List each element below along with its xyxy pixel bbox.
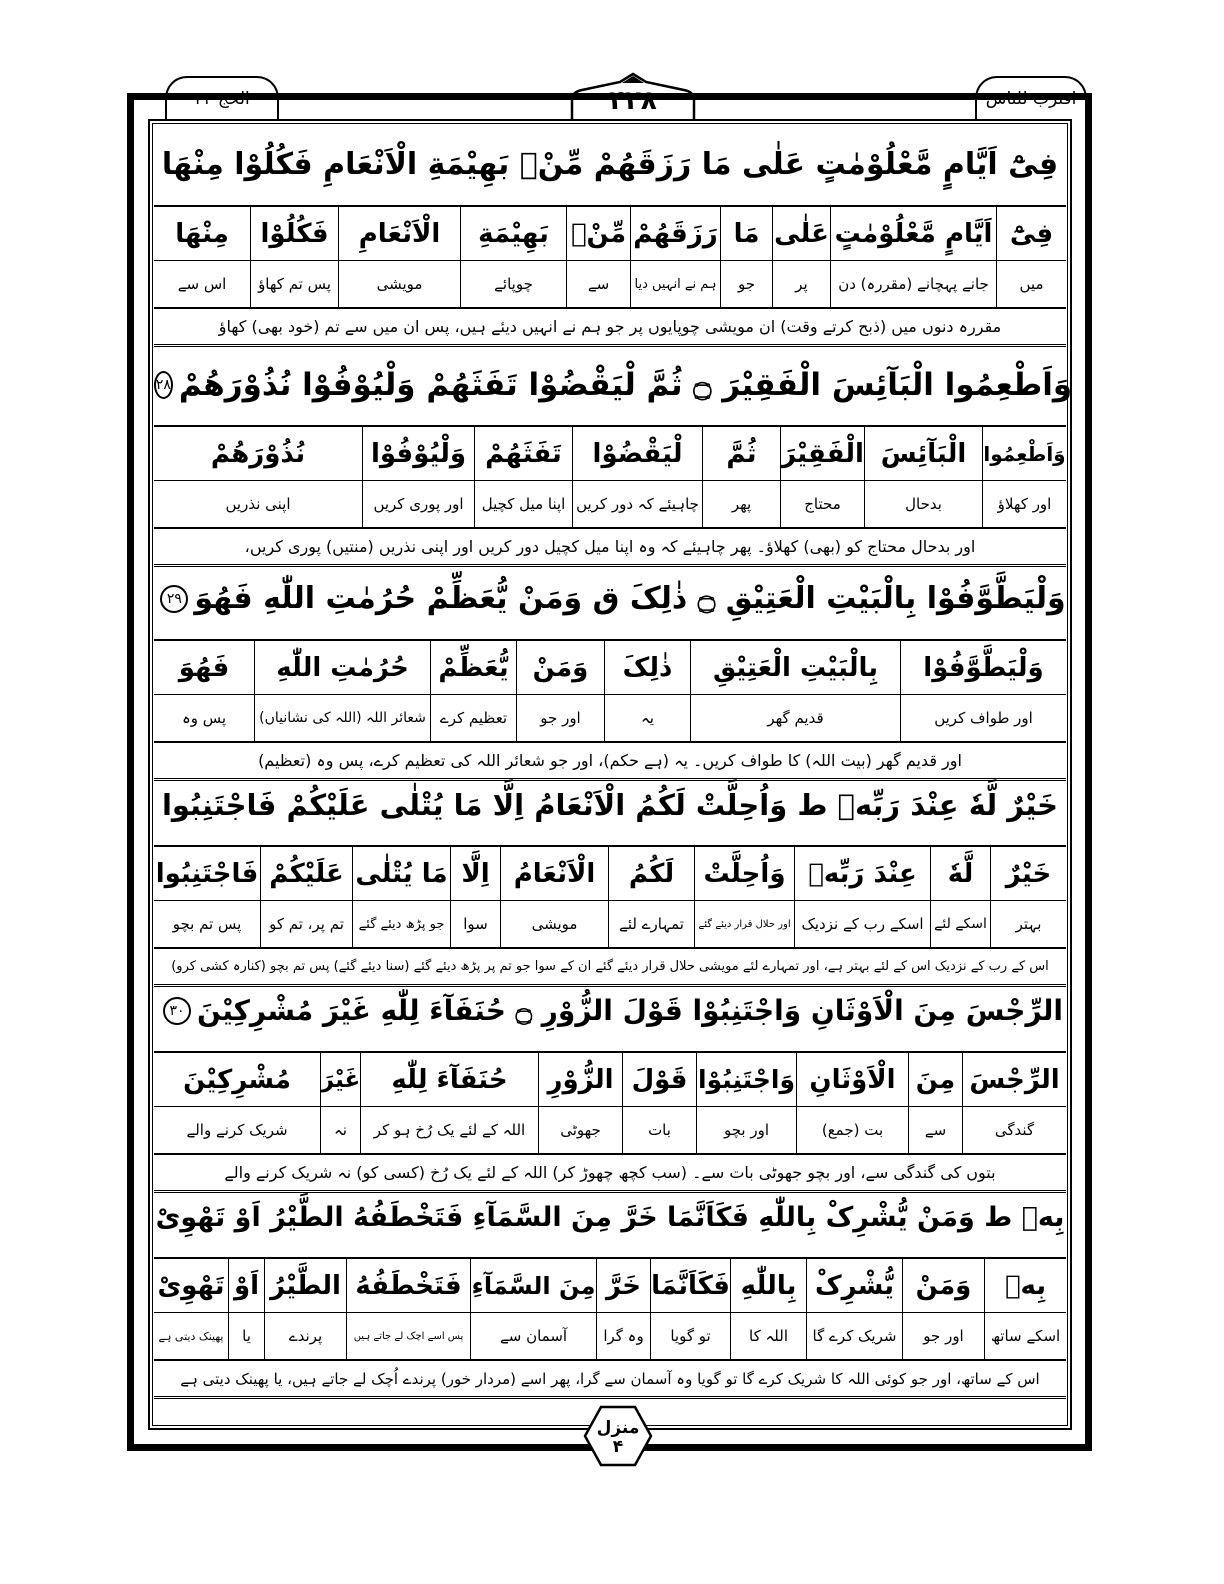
urdu-meaning: تم پر، تم کو — [269, 915, 344, 933]
urdu-meaning: سوا — [463, 915, 488, 933]
urdu-meaning: تو گویا — [670, 1327, 711, 1345]
word-column — [806, 1259, 902, 1359]
word-column — [596, 1259, 650, 1359]
urdu-meaning: شریک کرے گا — [812, 1327, 897, 1345]
ayah-text: فِیْٓ اَیَّامٍ مَّعْلُوْمٰتٍ عَلٰی مَا رَزَقَهُمْ مِّنْۢ بَهِیْمَةِ الْاَنْعَامِ فَکُلُوْا مِنْهَا — [161, 147, 1059, 182]
ayah-line — [154, 1177, 1066, 1259]
urdu-meaning: مویشی — [531, 915, 578, 933]
urdu-meaning: نہ — [334, 1121, 347, 1139]
urdu-meaning: بت (جمع) — [821, 1121, 884, 1139]
urdu-meaning: اور جو — [540, 709, 581, 727]
arabic-word: ثُمَّ — [703, 427, 780, 481]
word-column — [720, 207, 772, 307]
word-column — [154, 847, 260, 947]
arabic-word: بَهِیْمَةِ — [461, 207, 566, 261]
urdu-meaning: پرندے — [288, 1327, 323, 1345]
ayah-number-marker: ۲۹ — [160, 585, 188, 613]
urdu-meaning: اللہ کا — [749, 1327, 788, 1345]
arabic-word: لَکُمُ — [609, 847, 694, 901]
word-column — [830, 207, 996, 307]
arabic-word: فَتَخْطَفُهُ — [347, 1259, 470, 1313]
word-column — [702, 427, 780, 527]
arabic-word: وَاُحِلَّتْ — [695, 847, 794, 901]
urdu-meaning: یہ — [641, 709, 654, 727]
arabic-word: مَا — [721, 207, 772, 261]
arabic-word: مِنَ السَّمَآءِ — [471, 1259, 596, 1313]
word-column — [650, 1259, 730, 1359]
word-meaning-grid — [154, 207, 1066, 307]
word-column — [794, 847, 930, 947]
arabic-word: خَیْرٌ — [991, 847, 1066, 901]
arabic-word: وَمَنْ — [903, 1259, 984, 1313]
word-meaning-grid — [154, 847, 1066, 947]
manzil-badge — [583, 1405, 653, 1467]
urdu-meaning: اللہ کے لئے یک رُخ ہو کر — [373, 1121, 526, 1139]
urdu-meaning: ہم نے انہیں دیا — [634, 276, 717, 292]
word-column — [982, 427, 1066, 527]
ayah-text: الرِّجْسَ مِنَ الْاَوْثَانِ وَاجْتَنِبُوْا قَوْلَ الزُّوْرِ ۝ حُنَفَآءَ لِلّٰهِ غَیْرَ مُشْرِکِیْنَ — [197, 994, 1063, 1027]
word-column — [516, 641, 604, 741]
manzil-number: ۴ — [612, 1436, 624, 1457]
arabic-word: قَوْلَ — [623, 1053, 696, 1107]
translation-line: بتوں کی گندگی سے، اور بچو جھوٹی بات سے۔ (سب کچھ چھوڑ کر) اللہ کے لئے یک رُخ (کسی کو) نہ شریک کرنے والے — [154, 1153, 1066, 1193]
urdu-meaning: سے — [587, 275, 610, 293]
surah-name-label: اقترب للناس — [985, 89, 1077, 109]
word-column — [772, 207, 830, 307]
verse-block — [154, 559, 1066, 781]
word-column — [450, 847, 500, 947]
arabic-word: الزُّوْرِ — [539, 1053, 622, 1107]
arabic-word: رَزَقَهُمْ — [631, 207, 720, 261]
ayah-line — [154, 559, 1066, 641]
arabic-word: اِلَّا — [451, 847, 500, 901]
verse-block — [154, 125, 1066, 347]
arabic-word: لَّهٗ — [931, 847, 990, 901]
translation-line: اور بدحال محتاج کو (بھی) کھلاؤ۔ پھر چاہیئے کہ وہ اپنا میل کچیل دور کریں اور اپنی نذریں (منتیں) پوری کریں، — [154, 527, 1066, 567]
arabic-word: الْاَوْثَانِ — [797, 1053, 908, 1107]
urdu-meaning: اور طواف کریں — [934, 709, 1033, 727]
arabic-word: مُشْرِکِیْنَ — [154, 1053, 320, 1107]
urdu-meaning: اور جو — [923, 1327, 964, 1345]
word-column — [228, 1259, 264, 1359]
word-column — [362, 427, 474, 527]
arabic-word: حُنَفَآءَ لِلّٰهِ — [361, 1053, 538, 1107]
arabic-word: فَهُوَ — [154, 641, 254, 695]
ayah-text: بِهٖ ط وَمَنْ یُّشْرِکْ بِاللّٰهِ فَکَاَنَّمَا خَرَّ مِنَ السَّمَآءِ فَتَخْطَفُهُ الطَّیْرُ اَوْ تَهْوِیْ — [155, 1201, 1065, 1233]
arabic-word: یُّعَظِّمْ — [431, 641, 516, 695]
ayah-line — [154, 345, 1073, 427]
word-meaning-grid — [154, 1053, 1066, 1153]
urdu-meaning: جھوٹی — [560, 1121, 601, 1139]
word-meaning-grid — [154, 641, 1066, 741]
word-column — [154, 1053, 320, 1153]
word-column — [690, 641, 900, 741]
word-column — [320, 1053, 360, 1153]
page-content — [154, 125, 1073, 1423]
arabic-word: عِنْدَ رَبِّهٖ — [795, 847, 930, 901]
urdu-meaning: مویشی — [376, 275, 423, 293]
arabic-word: الْاَنْعَامُ — [501, 847, 608, 901]
arabic-word: وَاَطْعِمُوا — [983, 427, 1066, 481]
arabic-word: اَیَّامٍ مَّعْلُوْمٰتٍ — [831, 207, 996, 261]
word-meaning-grid — [154, 427, 1066, 527]
arabic-word: الطَّیْرُ — [265, 1259, 346, 1313]
urdu-meaning: پس اسے اچک لے جاتے ہیں — [353, 1330, 464, 1342]
ayah-number-marker: ۲۸ — [154, 371, 173, 399]
translation-line: اس کے ساتھ، اور جو کوئی اللہ کا شریک کرے گا تو گویا وہ آسمان سے گرا، پھر اسے (مردار خور) پرندے اُچک لے جاتے ہیں، یا پھینک دیتی ہے — [154, 1359, 1066, 1399]
arabic-word: الرِّجْسَ — [963, 1053, 1066, 1107]
verse-block — [154, 765, 1066, 987]
urdu-meaning: بدحال — [905, 495, 942, 513]
ayah-text: وَاَطْعِمُوا الْبَآئِسَ الْفَقِیْرَ ۝ ثُمَّ لْیَقْضُوْا تَفَثَهُمْ وَلْیُوْفُوْا نُذُوْرَهُمْ — [178, 366, 1073, 403]
urdu-meaning: پس وہ — [181, 709, 227, 727]
urdu-meaning: اور کھلاؤ — [997, 495, 1052, 513]
urdu-meaning: چاہیئے کہ دور کریں — [576, 495, 699, 513]
word-column — [360, 1053, 538, 1153]
urdu-meaning: پس تم بچو — [172, 915, 242, 933]
word-column — [460, 207, 566, 307]
word-column — [864, 427, 982, 527]
arabic-word: فَکُلُوْا — [251, 207, 338, 261]
word-column — [608, 847, 694, 947]
arabic-word: نُذُوْرَهُمْ — [154, 427, 362, 481]
arabic-word: عَلَیْکُمْ — [261, 847, 352, 901]
word-column — [780, 427, 864, 527]
word-column — [250, 207, 338, 307]
word-column — [572, 427, 702, 527]
urdu-meaning: تمہارے لئے — [619, 915, 684, 933]
arabic-word: فِیْٓ — [997, 207, 1066, 261]
urdu-meaning: اسکے لئے — [934, 916, 987, 932]
urdu-meaning: پھر — [731, 495, 752, 513]
urdu-meaning: بہتر — [1015, 915, 1042, 933]
urdu-meaning: تعظیم کرے — [439, 709, 508, 727]
word-column — [996, 207, 1066, 307]
word-column — [990, 847, 1066, 947]
word-column — [538, 1053, 622, 1153]
urdu-meaning: شعائر اللہ (اللہ کی نشانیاں) — [259, 710, 426, 726]
word-column — [566, 207, 630, 307]
word-column — [254, 641, 430, 741]
arabic-word: لْیَقْضُوْا — [573, 427, 702, 481]
arabic-word: مِّنْۢ — [567, 207, 630, 261]
word-column — [622, 1053, 696, 1153]
urdu-meaning: یا — [242, 1327, 251, 1345]
arabic-word: الْاَنْعَامِ — [339, 207, 460, 261]
arabic-word: ذٰلِکَ — [605, 641, 690, 695]
word-column — [154, 427, 362, 527]
word-column — [604, 641, 690, 741]
word-column — [474, 427, 572, 527]
word-column — [630, 207, 720, 307]
arabic-word: الْبَآئِسَ — [865, 427, 982, 481]
word-column — [902, 1259, 984, 1359]
urdu-meaning: پس تم کھاؤ — [258, 275, 331, 293]
word-column — [264, 1259, 346, 1359]
manzil-label: منزل — [596, 1418, 640, 1438]
chapter-label: الحج ۲۲ — [194, 89, 250, 109]
arabic-word: بِاللّٰهِ — [731, 1259, 806, 1313]
arabic-word: مِنْهَا — [154, 207, 250, 261]
word-column — [962, 1053, 1066, 1153]
word-column — [352, 847, 450, 947]
word-column — [154, 207, 250, 307]
urdu-meaning: اور بچو — [723, 1121, 770, 1139]
arabic-word: عَلٰی — [773, 207, 830, 261]
verse-block — [154, 971, 1066, 1193]
word-column — [796, 1053, 908, 1153]
word-column — [984, 1259, 1066, 1359]
word-column — [696, 1053, 796, 1153]
word-meaning-grid — [154, 1259, 1066, 1359]
verse-block — [154, 1177, 1066, 1399]
ayah-text: وَلْیَطَّوَّفُوْا بِالْبَیْتِ الْعَتِیْقِ ۝ ذٰلِکَ ق وَمَنْ یُّعَظِّمْ حُرُمٰتِ اللّٰهِ فَهُوَ — [194, 581, 1066, 616]
word-column — [500, 847, 608, 947]
ayah-number-marker: ۳۰ — [163, 997, 191, 1025]
word-column — [730, 1259, 806, 1359]
urdu-meaning: آسمان سے — [499, 1327, 568, 1345]
arabic-word: فَاجْتَنِبُوا — [154, 847, 260, 901]
translation-line: مقررہ دنوں میں (ذبح کرتے وقت) ان مویشی چوپایوں پر جو ہم نے انہیں دیئے ہیں، پس ان میں سے تم (خود بھی) کھاؤ — [154, 307, 1066, 347]
word-column — [346, 1259, 470, 1359]
urdu-meaning: پر — [795, 275, 808, 293]
urdu-meaning: جو پڑھ دیئے گئے — [358, 916, 445, 932]
word-column — [154, 1259, 228, 1359]
urdu-meaning: پھینک دیتی ہے — [158, 1329, 224, 1343]
page-number: ۴۲۸ — [609, 86, 657, 116]
arabic-word: یُّشْرِکْ — [807, 1259, 902, 1313]
word-column — [908, 1053, 962, 1153]
urdu-meaning: محتاج — [804, 495, 841, 513]
word-column — [260, 847, 352, 947]
urdu-meaning: چوپائے — [494, 275, 533, 293]
arabic-word: وَاجْتَنِبُوْا — [697, 1053, 796, 1107]
urdu-meaning: اور حلال قرار دیئے گئے — [698, 918, 791, 930]
word-column — [338, 207, 460, 307]
word-column — [900, 641, 1066, 741]
arabic-word: وَلْیُوْفُوْا — [363, 427, 474, 481]
verse-block — [154, 345, 1073, 567]
word-column — [430, 641, 516, 741]
urdu-meaning: گندگی — [994, 1121, 1035, 1139]
ayah-line — [154, 125, 1066, 207]
urdu-meaning: بات — [648, 1121, 671, 1139]
urdu-meaning: قدیم گھر — [767, 709, 824, 727]
urdu-meaning: شریک کرنے والے — [186, 1121, 288, 1139]
urdu-meaning: اس سے — [177, 275, 227, 293]
arabic-word: وَمَنْ — [517, 641, 604, 695]
word-column — [694, 847, 794, 947]
word-column — [154, 641, 254, 741]
urdu-meaning: اپنی نذریں — [225, 495, 291, 513]
arabic-word: تَهْوِیْ — [154, 1259, 228, 1313]
urdu-meaning: وہ گرا — [603, 1327, 644, 1345]
arabic-word: مَا یُتْلٰی — [353, 847, 450, 901]
arabic-word: بِهٖ — [985, 1259, 1066, 1313]
urdu-meaning: اپنا میل کچیل — [481, 495, 566, 513]
urdu-meaning: اور پوری کریں — [373, 495, 464, 513]
word-column — [930, 847, 990, 947]
arabic-word: تَفَثَهُمْ — [475, 427, 572, 481]
arabic-word: اَوْ — [229, 1259, 264, 1313]
arabic-word: بِالْبَیْتِ الْعَتِیْقِ — [691, 641, 900, 695]
word-column — [470, 1259, 596, 1359]
arabic-word: حُرُمٰتِ اللّٰهِ — [255, 641, 430, 695]
arabic-word: غَیْرَ — [321, 1053, 360, 1107]
arabic-word: مِنَ — [909, 1053, 962, 1107]
urdu-meaning: اسکے ساتھ — [990, 1327, 1061, 1345]
urdu-meaning: جانے پہچانے (مقررہ) دن — [838, 275, 989, 293]
arabic-word: الْفَقِیْرَ — [781, 427, 864, 481]
ayah-line — [154, 971, 1066, 1053]
urdu-meaning: جو — [737, 275, 756, 293]
ayah-text: خَیْرٌ لَّهٗ عِنْدَ رَبِّهٖ ط وَاُحِلَّتْ لَکُمُ الْاَنْعَامُ اِلَّا مَا یُتْلٰی عَلَیْکُمْ فَاجْتَنِبُوا — [161, 787, 1059, 822]
urdu-meaning: سے — [924, 1121, 947, 1139]
translation-line: اس کے رب کے نزدیک اس کے لئے بہتر ہے، اور تمہارے لئے مویشی حلال قرار دیئے گئے ان کے سوا جو تم پر پڑھ دیئے گئے (سنا دیئے گئے) پس تم بچو (کنارہ کشی کرو) — [154, 947, 1066, 987]
arabic-word: فَکَاَنَّمَا — [651, 1259, 730, 1313]
arabic-word: وَلْیَطَّوَّفُوْا — [901, 641, 1066, 695]
arabic-word: خَرَّ — [597, 1259, 650, 1313]
translation-line: اور قدیم گھر (بیت اللہ) کا طواف کریں۔ یہ (ہے حکم)، اور جو شعائر اللہ کی تعظیم کرے، پس وہ (تعظیم) — [154, 741, 1066, 781]
urdu-meaning: اسکے رب کے نزدیک — [801, 915, 924, 933]
ayah-line — [154, 765, 1066, 847]
urdu-meaning: میں — [1019, 275, 1044, 293]
